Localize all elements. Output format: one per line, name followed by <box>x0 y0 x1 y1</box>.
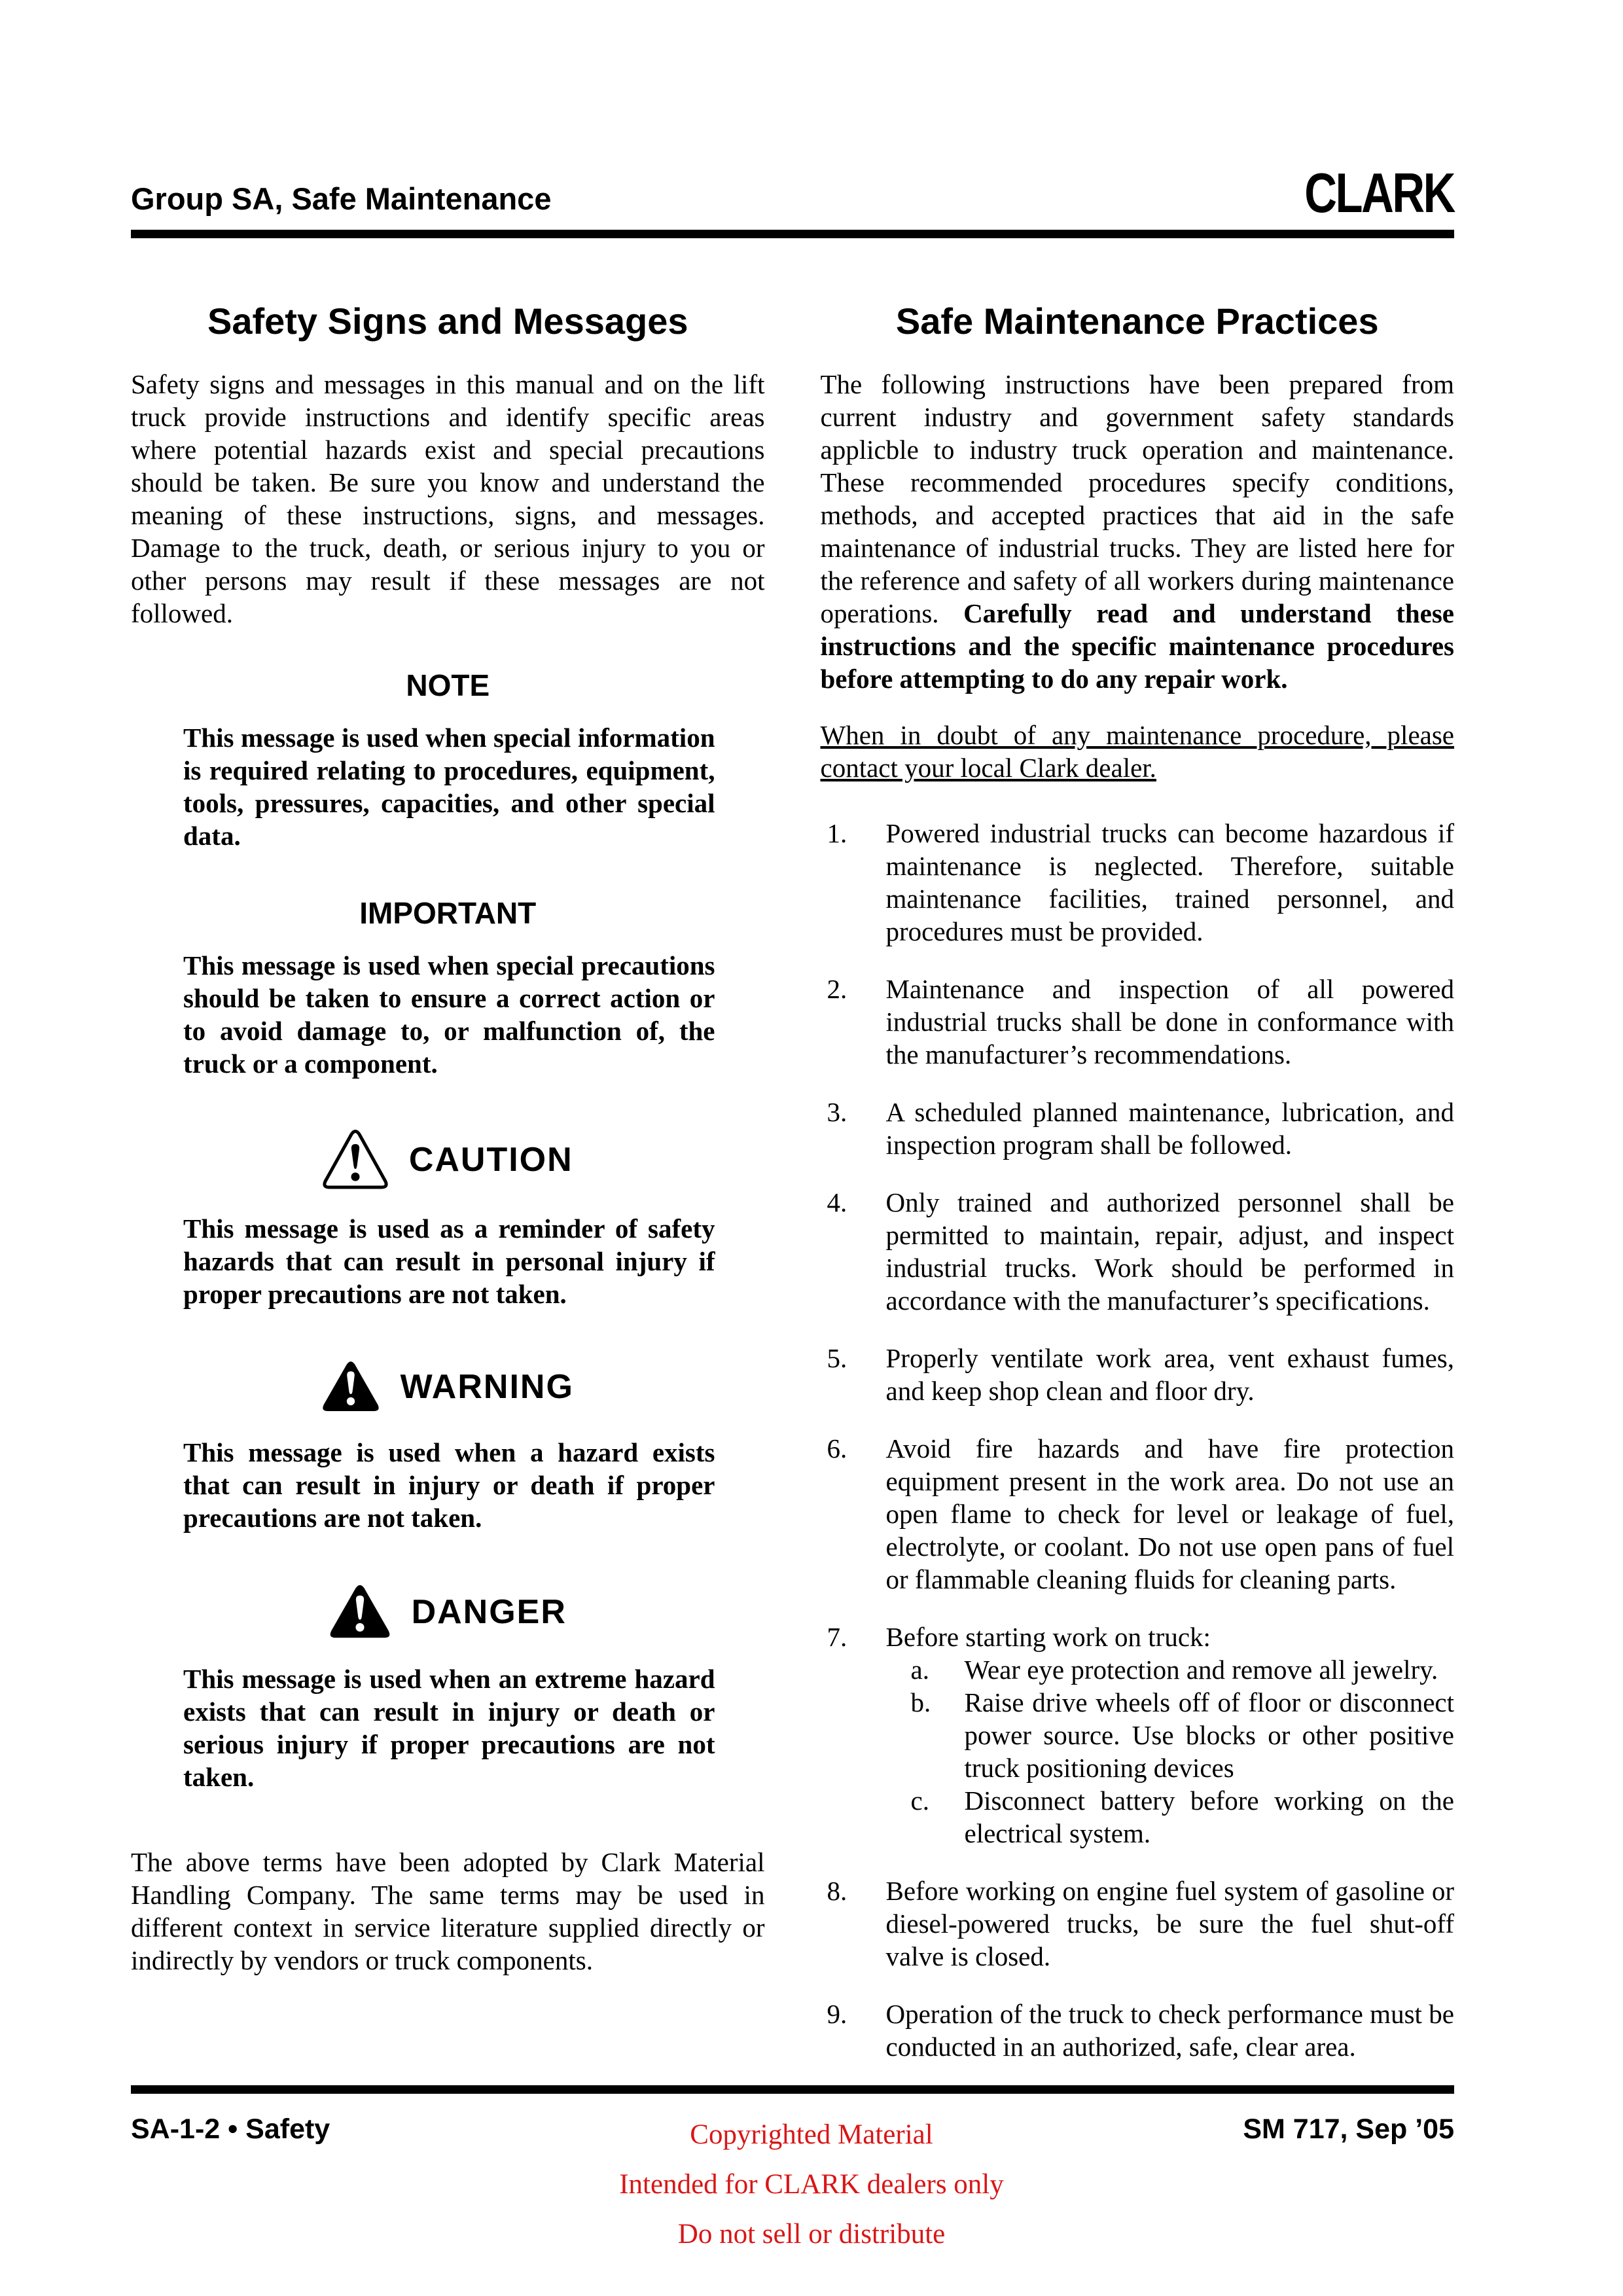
list-item <box>821 1621 1455 1850</box>
warning-icon <box>322 1360 380 1414</box>
terms-closing-paragraph: The above terms have been adopted by Clark Material Handling Company. The same terms may be used in different context in service literature supplied directly or indirectly by vendors or truck components. <box>131 1846 765 1975</box>
item-text: Before starting work on truck: <box>885 1621 1211 1652</box>
dealer-contact-note: When in doubt of any maintenance procedure, please contact your local Clark dealer. <box>820 719 1454 783</box>
sub-item-text: Disconnect battery before working on the electrical system. <box>964 1785 1454 1848</box>
note-label: NOTE <box>406 668 490 702</box>
item-text: Operation of the truck to check performance must be conducted in an authorized, safe, clear area. <box>885 1998 1454 2062</box>
sub-item-text: Wear eye protection and remove all jewelry. <box>964 1654 1438 1685</box>
sub-list-item <box>911 1784 1455 1850</box>
right-column <box>821 301 1455 2088</box>
danger-icon <box>329 1584 391 1640</box>
important-label: IMPORTANT <box>359 895 537 930</box>
item-text: Before working on engine fuel system of gasoline or diesel-powered trucks, be sure the fuel shut-off valve is closed. <box>885 1875 1454 1971</box>
item-number: 6. <box>827 1433 847 1463</box>
item-number: 5. <box>827 1342 847 1373</box>
item-text: Maintenance and inspection of all powered industrial trucks shall be done in conformance with the manufacturer’s recommendations. <box>885 973 1454 1069</box>
warning-heading <box>131 1360 765 1414</box>
maintenance-intro-regular: The following instructions have been prepared from current industry and government safety standards applicble to industry truck operation and maintenance. These recommended procedures specify conditions, methods, and accepted practices that aid in the safe maintenance of industrial trucks. They are listed here for the reference and safety of all workers during maintenance operations. <box>820 368 1454 628</box>
clark-logo: CLARK <box>1304 161 1454 224</box>
maintenance-practices-list <box>821 817 1455 2063</box>
list-item <box>821 1186 1455 1317</box>
safety-signs-intro: Safety signs and messages in this manual and on the lift truck provide instructions and identify specific areas where potential hazards exist and special precautions should be taken. Be sure you know and understand the meaning of these instructions, signs, and messages. Damage to the truck, death, or serious injury to you or other persons may result if these messages are not followed. <box>131 368 765 628</box>
copyright-notice <box>0 2110 1623 2259</box>
sub-list-item <box>911 1653 1455 1686</box>
important-block <box>131 895 765 1080</box>
page-header <box>131 161 1454 238</box>
maintenance-intro-bold: Carefully read and understand these instructions and the specific maintenance procedures before attempting to do any repair work. <box>820 598 1454 694</box>
footer-page-ref: SA-1-2 • Safety <box>131 2113 330 2145</box>
copyright-line: Intended for CLARK dealers only <box>619 2169 1004 2200</box>
danger-heading <box>131 1584 765 1640</box>
sub-list-item <box>911 1686 1455 1784</box>
item-number: 9. <box>827 1998 847 2029</box>
note-block <box>131 668 765 852</box>
item-text: A scheduled planned maintenance, lubrication, and inspection program shall be followed. <box>885 1096 1454 1160</box>
item-number: 4. <box>827 1187 847 1217</box>
sub-item-letter: a. <box>910 1654 929 1685</box>
item-text: Only trained and authorized personnel shall be permitted to maintain, repair, adjust, and inspect industrial trucks. Work should be performed in accordance with the manufacturer’s specifications. <box>885 1187 1454 1316</box>
left-column <box>131 301 765 2088</box>
list-item <box>821 1342 1455 1407</box>
warning-block <box>131 1360 765 1534</box>
caution-block <box>131 1130 765 1310</box>
sub-item-letter: b. <box>910 1687 931 1717</box>
sub-item-text: Raise drive wheels off of floor or disconnect power source. Use blocks or other positive truck positioning devices <box>964 1687 1454 1783</box>
important-text: This message is used when special precautions should be taken to ensure a correct action or to avoid damage to, or malfunction of, the truck or a component. <box>183 950 715 1079</box>
item-text: Powered industrial trucks can become hazardous if maintenance is neglected. Therefore, suitable maintenance facilities, trained personnel, and procedures must be provided. <box>885 817 1454 946</box>
item-number: 8. <box>827 1875 847 1906</box>
item-number: 1. <box>827 817 847 848</box>
item-text: Properly ventilate work area, vent exhaust fumes, and keep shop clean and floor dry. <box>885 1342 1454 1406</box>
warning-label: WARNING <box>400 1367 574 1406</box>
caution-heading <box>131 1130 765 1190</box>
list-item <box>821 1432 1455 1596</box>
right-column-title: Safe Maintenance Practices <box>895 300 1379 342</box>
page-title: Group SA, Safe Maintenance <box>131 181 552 216</box>
list-item <box>821 973 1455 1071</box>
danger-block <box>131 1584 765 1793</box>
warning-text: This message is used when a hazard exists that can result in injury or death if proper precautions are not taken. <box>183 1437 715 1533</box>
danger-label: DANGER <box>411 1592 567 1631</box>
caution-icon <box>323 1130 388 1190</box>
footer-doc-ref: SM 717, Sep ’05 <box>1243 2113 1454 2145</box>
item-text: Avoid fire hazards and have fire protection equipment present in the work area. Do not use an open flame to check for level or leakage of fuel, electrolyte, or coolant. Do not use open pans of fuel or flammable cleaning fluids for cleaning parts. <box>885 1433 1454 1594</box>
list-item <box>821 1096 1455 1161</box>
caution-label: CAUTION <box>408 1140 573 1179</box>
list-item <box>821 1874 1455 1973</box>
copyright-line: Copyrighted Material <box>690 2119 933 2150</box>
content-columns <box>131 301 1454 2088</box>
item-number: 7. <box>827 1621 847 1652</box>
copyright-line: Do not sell or distribute <box>677 2219 946 2250</box>
maintenance-intro <box>821 368 1455 695</box>
list-item <box>821 1998 1455 2063</box>
list-item <box>821 817 1455 948</box>
note-text: This message is used when special information is required relating to procedures, equipment, tools, pressures, capacities, and other special data. <box>183 722 715 851</box>
item-number: 2. <box>827 973 847 1004</box>
caution-text: This message is used as a reminder of safety hazards that can result in personal injury if proper precautions are not taken. <box>183 1213 715 1309</box>
danger-text: This message is used when an extreme hazard exists that can result in injury or death or serious injury if proper precautions are not taken. <box>183 1663 715 1792</box>
item-number: 3. <box>827 1096 847 1127</box>
sub-item-letter: c. <box>910 1785 929 1816</box>
left-column-title: Safety Signs and Messages <box>207 300 688 342</box>
item-text-group <box>886 1621 1455 1850</box>
